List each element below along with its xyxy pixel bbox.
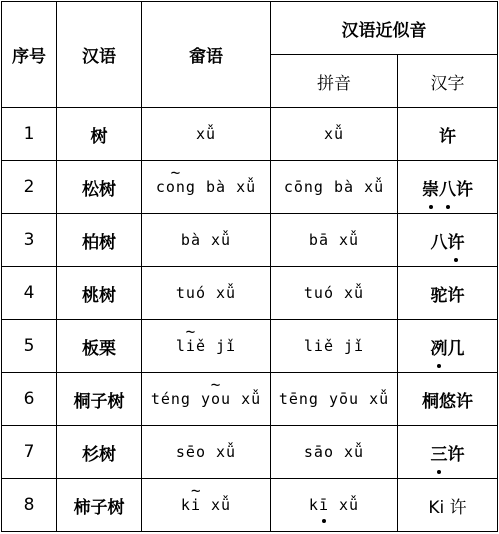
nasal-mark: ~ liě <box>176 337 206 355</box>
row-pinyin: liě jǐ <box>271 320 398 373</box>
row-chinese: 桐子树 <box>57 373 142 426</box>
nasal-mark: ~ you <box>201 390 231 408</box>
table-row <box>2 161 498 214</box>
row-index: 5 <box>2 320 57 373</box>
header-chinese: 汉语 <box>57 2 142 108</box>
table-row <box>2 320 498 373</box>
row-she: téng ~ you xǚ <box>142 373 271 426</box>
table-row <box>2 108 498 161</box>
header-approx-group: 汉语近似音 <box>271 2 498 55</box>
nasal-mark: ~ cong <box>156 178 196 196</box>
row-hanzi: 桐悠许 <box>398 373 498 426</box>
emphasis-dot: ī <box>318 496 329 514</box>
row-she: ~ cong bà xǚ <box>142 161 271 214</box>
row-pinyin: sāo xǚ <box>271 426 398 479</box>
row-hanzi: 崇八许 <box>398 161 498 214</box>
table-row <box>2 214 498 267</box>
row-chinese: 桃树 <box>57 267 142 320</box>
row-index: 7 <box>2 426 57 479</box>
row-pinyin: kī xǚ <box>271 479 398 532</box>
row-chinese: 松树 <box>57 161 142 214</box>
emphasis-dot: 许 <box>448 228 465 253</box>
row-hanzi: Ki 许 <box>398 479 498 532</box>
emphasis-dot: 三 <box>431 440 448 465</box>
row-hanzi: 三许 <box>398 426 498 479</box>
row-pinyin: tēng yōu xǚ <box>271 373 398 426</box>
row-hanzi: 驼许 <box>398 267 498 320</box>
row-she: sēo xǚ <box>142 426 271 479</box>
row-index: 8 <box>2 479 57 532</box>
emphasis-dot: 崇 <box>422 175 439 200</box>
row-index: 2 <box>2 161 57 214</box>
table-row <box>2 373 498 426</box>
row-chinese: 柏树 <box>57 214 142 267</box>
header-index: 序号 <box>2 2 57 108</box>
comparison-table <box>1 1 498 532</box>
row-chinese: 杉树 <box>57 426 142 479</box>
row-pinyin: cōng bà xǚ <box>271 161 398 214</box>
header-hanzi: 汉字 <box>398 55 498 108</box>
row-hanzi: 许 <box>398 108 498 161</box>
row-hanzi: 冽几 <box>398 320 498 373</box>
table-row <box>2 267 498 320</box>
emphasis-dot: 八 <box>439 175 456 200</box>
header-she: 畲语 <box>142 2 271 108</box>
header-pinyin: 拼音 <box>271 55 398 108</box>
row-hanzi: 八许 <box>398 214 498 267</box>
table-row <box>2 479 498 532</box>
row-she: bà xǚ <box>142 214 271 267</box>
row-she: tuó xǚ <box>142 267 271 320</box>
row-she: ~ liě jǐ <box>142 320 271 373</box>
emphasis-dot: 冽 <box>431 334 448 359</box>
row-index: 1 <box>2 108 57 161</box>
row-pinyin: bā xǚ <box>271 214 398 267</box>
row-chinese: 板栗 <box>57 320 142 373</box>
row-she: xǚ <box>142 108 271 161</box>
row-index: 3 <box>2 214 57 267</box>
row-index: 4 <box>2 267 57 320</box>
row-she: k~ i xǚ <box>142 479 271 532</box>
row-pinyin: tuó xǚ <box>271 267 398 320</box>
row-chinese: 树 <box>57 108 142 161</box>
row-chinese: 柿子树 <box>57 479 142 532</box>
table-row <box>2 426 498 479</box>
nasal-mark: ~ i <box>191 496 201 514</box>
row-pinyin: xǚ <box>271 108 398 161</box>
row-index: 6 <box>2 373 57 426</box>
